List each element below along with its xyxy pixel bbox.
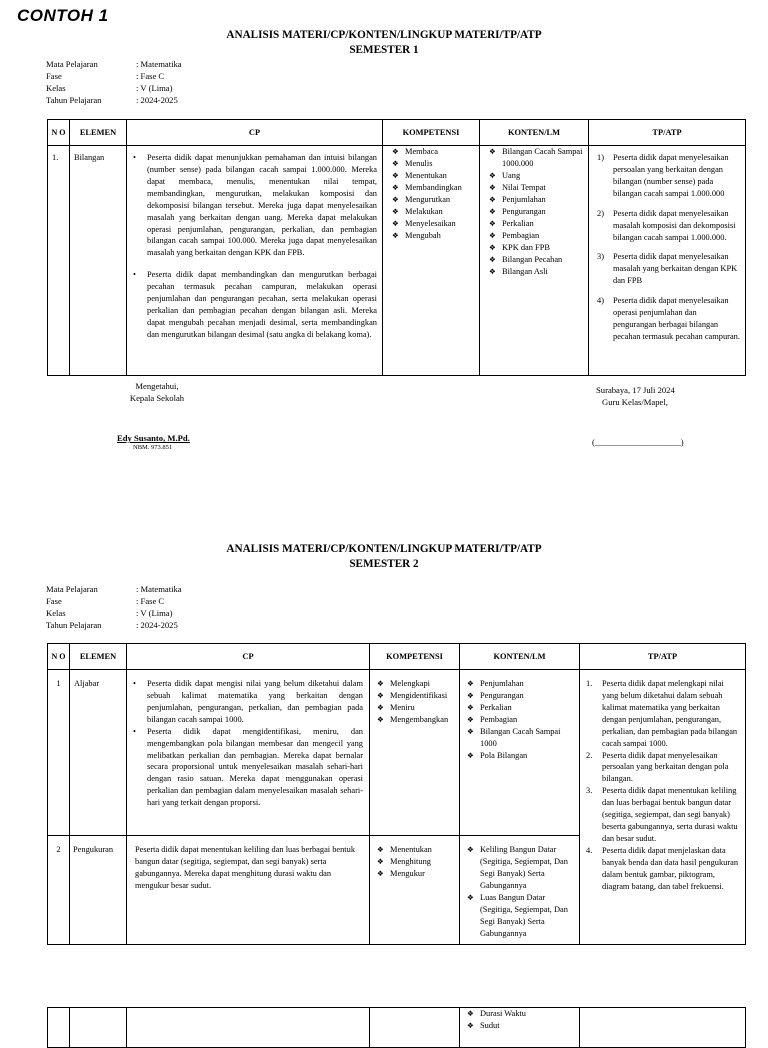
kompetensi-item: ❖ Melengkapi <box>376 678 455 690</box>
tp-number: 2. <box>586 750 593 760</box>
row-konten <box>460 836 580 945</box>
col-header-kompetensi: KOMPETENSI <box>383 120 480 146</box>
row-elemen: Aljabar <box>70 670 127 836</box>
col-header-tp: TP/ATP <box>580 644 746 670</box>
tp-number: 4) <box>597 296 604 306</box>
page-label: CONTOH 1 <box>17 6 109 25</box>
tp-number: 2) <box>597 208 604 218</box>
col-header-cp: CP <box>127 644 370 670</box>
table-row <box>48 1008 746 1048</box>
row-tp <box>580 1008 746 1048</box>
semester1-title-line1: ANALISIS MATERI/CP/KONTEN/LINGKUP MATERI/TP/ATP <box>226 29 542 41</box>
meta-value: : 2024-2025 <box>136 95 178 105</box>
kompetensi-item: ❖ Menyelesaikan <box>391 218 475 230</box>
semester2-title <box>0 542 768 572</box>
col-header-no: N O <box>48 120 70 146</box>
row-kompetensi <box>370 1008 460 1048</box>
meta-value: : Matematika <box>136 584 182 594</box>
meta-value: : V (Lima) <box>136 83 173 93</box>
sign-teacher-title: Guru Kelas/Mapel, <box>602 397 668 407</box>
meta-key: Mata Pelajaran <box>46 59 98 69</box>
tp-number: 1) <box>597 153 604 162</box>
meta-value: : 2024-2025 <box>136 620 178 630</box>
tp-item <box>597 295 741 343</box>
kompetensi-item: ❖ Melakukan <box>391 206 475 218</box>
meta-value: : Fase C <box>136 71 165 81</box>
table-row <box>48 670 746 836</box>
row-no: 1 <box>48 670 70 836</box>
konten-item: ❖ Perkalian <box>488 218 584 230</box>
table-row <box>48 146 746 376</box>
kompetensi-item: ❖ Menentukan <box>376 844 455 856</box>
principal-nbm: NBM. 973.851 <box>133 444 173 451</box>
meta-value: : V (Lima) <box>136 608 173 618</box>
tp-item <box>586 678 741 750</box>
kompetensi-item: ❖ Mengurutkan <box>391 194 475 206</box>
kompetensi-item: ❖ Membaca <box>391 146 475 158</box>
semester2-table <box>47 643 746 945</box>
tp-number: 4. <box>586 845 593 855</box>
continuation-table <box>47 1007 746 1048</box>
cp-item: • Peserta didik dapat membandingkan dan mengurutkan berbagai pecahan termasuk pecahan campuran, melakukan operasi penjumlahan dan pengurangan pecahan, serta melakukan operasi perkalian dan pembagian pecahan dengan bilangan asli. Mereka dapat mengubah pecahan menjadi desimal, serta membandingkan dan mengurutkan bilangan desimal (satu angka di belakang koma). <box>131 269 377 341</box>
konten-item: ❖ Pengurangan <box>466 690 575 702</box>
semester1-title-line2: SEMESTER 1 <box>349 44 419 57</box>
tp-item <box>597 208 741 244</box>
konten-item: ❖ Nilai Tempat <box>488 182 584 194</box>
tp-text: Peserta didik dapat menyelesaikan masalah komposisi dan dekomposisi bilangan cacah sampai 1.000.000. <box>613 208 736 242</box>
meta-key: Fase <box>46 71 62 81</box>
tp-text: Peserta didik dapat menyelesaikan masalah yang berkaitan dengan KPK dan FPB <box>613 252 738 286</box>
col-header-kompetensi: KOMPETENSI <box>370 644 460 670</box>
konten-item: ❖ Penjumlahan <box>466 678 575 690</box>
table-header-row <box>48 120 746 146</box>
kompetensi-item: ❖ Mengidentifikasi <box>376 690 455 702</box>
col-header-konten: KONTEN/LM <box>460 644 580 670</box>
konten-item: ❖ Bilangan Cacah Sampai 1000.000 <box>488 146 584 170</box>
tp-item <box>586 785 741 845</box>
kompetensi-item: ❖ Menghitung <box>376 856 455 868</box>
konten-item: ❖ Pola Bilangan <box>466 750 575 762</box>
kompetensi-item: ❖ Mengukur <box>376 868 455 880</box>
tp-text: Peserta didik dapat menentukan keliling dan luas berbagai bentuk bangun datar (segitiga, segiempat, dan segi banyak) beserta gabungannya, serta durasi waktu dan besar sudut. <box>602 786 738 843</box>
row-konten <box>460 670 580 836</box>
row-cp <box>127 146 383 376</box>
row-tp <box>589 146 746 376</box>
tp-text: Peserta didik dapat menyelesaikan operasi penjumlahan dan pengurangan berbagai bilangan pecahan termasuk pecahan campuran. <box>613 296 740 341</box>
row-cp <box>127 1008 370 1048</box>
table-header-row <box>48 644 746 670</box>
col-header-cp: CP <box>127 120 383 146</box>
sign-acknowledge: Mengetahui, <box>135 381 179 391</box>
kompetensi-item: ❖ Mengubah <box>391 230 475 242</box>
row-no: 2 <box>48 836 70 945</box>
konten-item: ❖ Luas Bangun Datar (Segitiga, Segiempat, Dan Segi Banyak) Serta Gabungannya <box>466 892 575 940</box>
row-tp <box>580 670 746 945</box>
row-cp <box>127 670 370 836</box>
meta-key: Tahun Pelajaran <box>46 95 102 105</box>
col-header-konten: KONTEN/LM <box>480 120 589 146</box>
principal-name-block <box>117 432 190 452</box>
kompetensi-item: ❖ Menulis <box>391 158 475 170</box>
meta-key: Tahun Pelajaran <box>46 620 102 630</box>
konten-item: ❖ Durasi Waktu <box>466 1008 575 1020</box>
teacher-signature <box>596 384 675 408</box>
col-header-tp: TP/ATP <box>589 120 746 146</box>
tp-text: Peserta didik dapat melengkapi nilai yang belum diketahui dalam sebuah kalimat matematika yang berkaitan dengan penjumlahan, pengurangan, perkalian, dan pembagian pada bilangan cacah sampai 1000. <box>602 679 738 748</box>
col-header-no: N O <box>48 644 70 670</box>
row-kompetensi <box>370 836 460 945</box>
kompetensi-item: ❖ Menentukan <box>391 170 475 182</box>
konten-item: ❖ KPK dan FPB <box>488 242 584 254</box>
row-cp: Peserta didik dapat menentukan keliling dan luas berbagai bentuk bangun datar (segitiga, segiempat, dan segi banyak) serta gabungannya. Mereka dapat menghitung durasi waktu dan mengukur besar sudut. <box>127 836 370 945</box>
tp-number: 3. <box>586 786 593 796</box>
cp-item: • Peserta didik dapat menunjukkan pemahaman dan intuisi bilangan (number sense) pada bilangan cacah sampai 1.000.000. Mereka dapat membaca, menulis, menentukan nilai tempat, membandingkan, mengurutkan, melakukan komposisi dan dekomposisi bilangan tersebut. Mereka juga dapat menyelesaikan masalah yang berkaitan dengan uang. Mereka dapat melakukan operasi penjumlahan, pengurangan, perkalian, dan pembagian bilangan cacah sampai 100.000. Mereka juga dapat menyelesaikan masalah yang berkaitan dengan KPK dan FPB. <box>131 152 377 259</box>
sign-place-date: Surabaya, 17 Juli 2024 <box>596 385 675 395</box>
konten-item: ❖ Pembagian <box>488 230 584 242</box>
row-no <box>48 1008 70 1048</box>
col-header-elemen: ELEMEN <box>70 120 127 146</box>
tp-item <box>586 750 741 786</box>
konten-item: ❖ Sudut <box>466 1020 575 1032</box>
row-kompetensi <box>383 146 480 376</box>
konten-item: ❖ Pembagian <box>466 714 575 726</box>
kompetensi-item: ❖ Mengembangkan <box>376 714 455 726</box>
meta-value: : Fase C <box>136 596 165 606</box>
konten-item: ❖ Keliling Bangun Datar (Segitiga, Segiempat, Dan Segi Banyak) Serta Gabungannya <box>466 844 575 892</box>
principal-name: Edy Susanto, M.Pd. <box>117 433 190 443</box>
semester2-meta <box>46 583 182 631</box>
konten-item: ❖ Penjumlahan <box>488 194 584 206</box>
principal-signature <box>112 380 202 404</box>
semester1-meta <box>46 58 182 106</box>
tp-number: 3) <box>597 252 604 262</box>
tp-number: 1. <box>586 679 593 688</box>
meta-key: Kelas <box>46 608 66 618</box>
tp-text: Peserta didik dapat menyelesaikan persoalan yang berkaitan dengan bilangan (number sense) pada bilangan cacah sampai 1.000.000 <box>613 153 729 198</box>
semester1-title <box>0 28 768 58</box>
kompetensi-item: ❖ Meniru <box>376 702 455 714</box>
meta-value: : Matematika <box>136 59 182 69</box>
cp-item: • Peserta didik dapat mengisi nilai yang belum diketahui dalam sebuah kalimat matematika yang berkaitan dengan penjumlahan, pengurangan, perkalian, dan pembagian pada bilangan cacah sampai 1000. <box>131 678 363 726</box>
konten-item: ❖ Bilangan Cacah Sampai 1000 <box>466 726 575 750</box>
tp-item <box>586 845 741 893</box>
kompetensi-item: ❖ Membandingkan <box>391 182 475 194</box>
row-konten <box>480 146 589 376</box>
konten-item: ❖ Pengurangan <box>488 206 584 218</box>
row-elemen: Bilangan <box>70 146 127 376</box>
semester2-title-line1: ANALISIS MATERI/CP/KONTEN/LINGKUP MATERI/TP/ATP <box>226 543 542 555</box>
tp-text: Peserta didik dapat menyelesaikan persoalan yang berkaitan dengan pola bilangan. <box>602 750 729 784</box>
konten-item: ❖ Bilangan Pecahan <box>488 254 584 266</box>
konten-item: ❖ Bilangan Asli <box>488 266 584 278</box>
tp-text: Peserta didik dapat menjelaskan data banyak benda dan data hasil pengukuran dalam bentuk gambar, piktogram, diagram batang, dan tabel frekuensi. <box>602 845 739 891</box>
col-header-elemen: ELEMEN <box>70 644 127 670</box>
semester1-table <box>47 119 746 376</box>
row-elemen <box>70 1008 127 1048</box>
meta-key: Kelas <box>46 83 66 93</box>
meta-key: Mata Pelajaran <box>46 584 98 594</box>
tp-item <box>597 152 741 200</box>
cp-item: • Peserta didik dapat mengidentifikasi, meniru, dan mengembangkan pola bilangan membesar dan mengecil yang melibatkan perkalian dan pembagian. Mereka dapat bernalar secara proporsional untuk menyelesaikan masalah sehari-hari dengan rasio satuan. Mereka dapat menggunakan operasi perkalian dan pembagian dalam menyelesaikan masalah sehari- hari yang terkait dengan proporsi. <box>131 726 363 809</box>
row-kompetensi <box>370 670 460 836</box>
row-konten <box>460 1008 580 1048</box>
sign-principal-title: Kepala Sekolah <box>129 393 185 403</box>
semester2-title-line2: SEMESTER 2 <box>349 558 419 571</box>
konten-item: ❖ Uang <box>488 170 584 182</box>
teacher-name-blank: (____________________) <box>592 437 684 447</box>
row-elemen: Pengukuran <box>70 836 127 945</box>
row-no: 1. <box>48 146 70 376</box>
meta-key: Fase <box>46 596 62 606</box>
konten-item: ❖ Perkalian <box>466 702 575 714</box>
tp-item <box>597 251 741 287</box>
